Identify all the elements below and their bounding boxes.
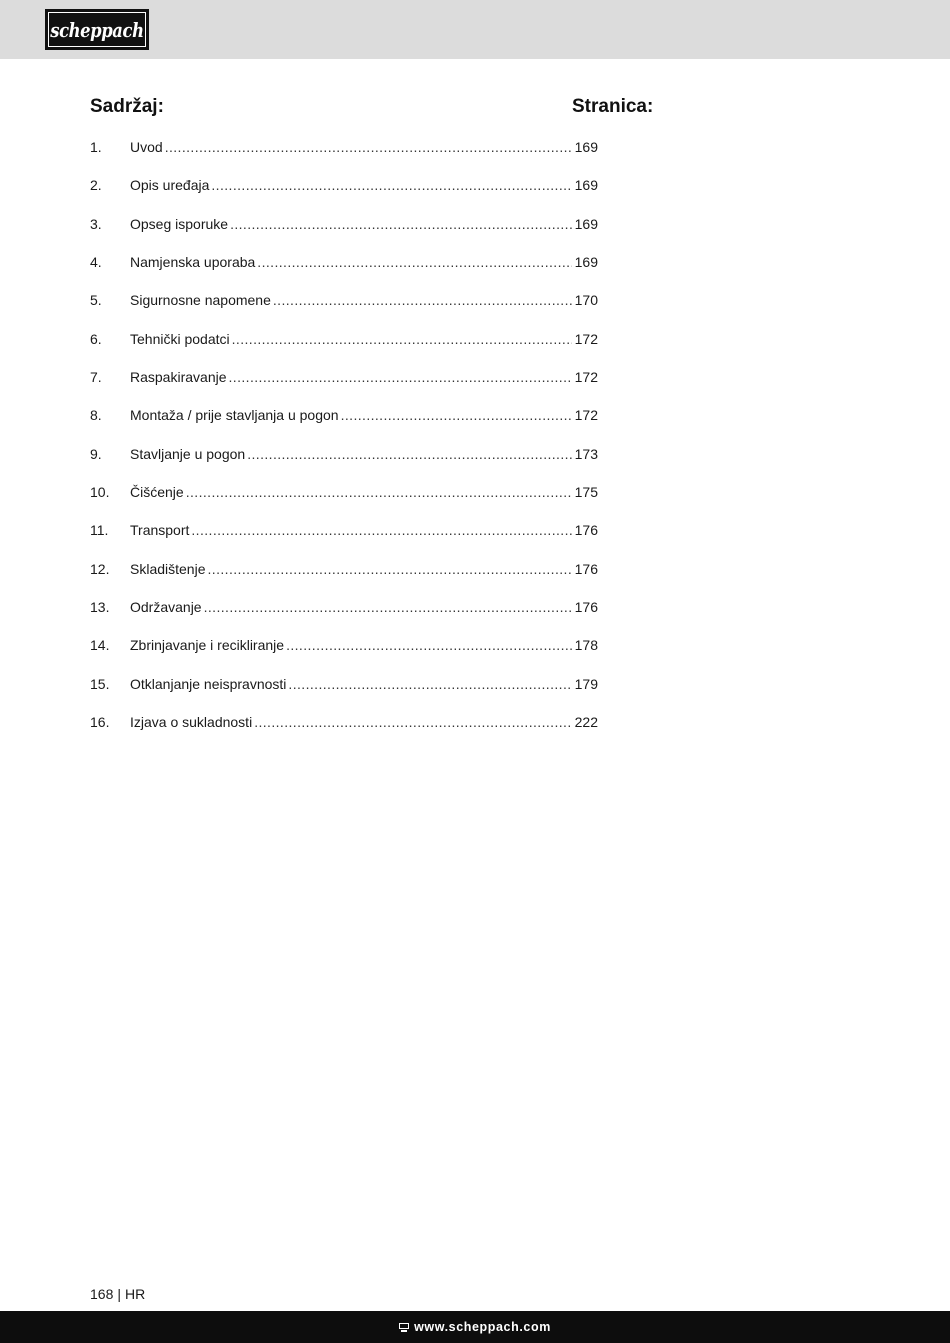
page-column-heading: Stranica:: [572, 96, 654, 117]
page-number-label: [90, 1286, 145, 1302]
scheppach-logo: [45, 9, 149, 50]
toc-entry-number: 12.: [90, 560, 110, 577]
dot-leader: [257, 253, 571, 271]
toc-entry-page: 169: [574, 253, 598, 270]
toc-entry-number: 13.: [90, 598, 110, 615]
toc-entry-number: 1.: [90, 139, 102, 155]
dot-leader: [230, 215, 572, 233]
toc-entry-number: 2.: [90, 177, 102, 194]
toc-entry-page: 172: [574, 368, 598, 385]
toc-entry-page: 176: [574, 522, 598, 539]
toc-entry-page: 179: [574, 675, 598, 692]
toc-entry[interactable]: [90, 406, 598, 444]
toc-entry-title: Montaža / prije stavljanja u pogon: [130, 407, 339, 424]
toc-entry-title: Otklanjanje neispravnosti: [130, 675, 287, 692]
toc-entry[interactable]: [90, 445, 598, 483]
toc-entry-page: 222: [574, 713, 598, 730]
toc-entry[interactable]: [90, 215, 598, 253]
toc-entry-number: 5.: [90, 292, 102, 309]
toc-entry-number: 4.: [90, 253, 102, 270]
toc-entry-title: Održavanje: [130, 598, 202, 615]
footer-band: [0, 1311, 950, 1343]
toc-entry-number: 11.: [90, 522, 109, 539]
toc-entry-page: 176: [574, 560, 598, 577]
dot-leader: [288, 675, 571, 693]
dot-leader: [186, 483, 572, 501]
toc-entry[interactable]: [90, 368, 598, 406]
toc-entry[interactable]: [90, 176, 598, 214]
dot-leader: [254, 713, 571, 731]
language-code: HR: [125, 1286, 146, 1302]
toc-entry-number: 3.: [90, 215, 102, 232]
table-of-contents: [90, 138, 598, 751]
dot-leader: [191, 521, 571, 539]
toc-entry-number: 8.: [90, 407, 102, 424]
toc-entry-page: 170: [574, 292, 598, 309]
toc-entry-number: 14.: [90, 637, 110, 654]
website-url: www.scheppach.com: [414, 1320, 551, 1334]
dot-leader: [211, 176, 571, 194]
toc-entry-title: Opseg isporuke: [130, 215, 229, 232]
toc-entry-title: Čišćenje: [130, 483, 184, 500]
toc-entry-title: Skladištenje: [130, 560, 206, 577]
toc-entry-title: Izjava o sukladnosti: [130, 713, 253, 730]
toc-entry[interactable]: [90, 253, 598, 291]
toc-entry[interactable]: [90, 138, 598, 176]
toc-entry-title: Raspakiravanje: [130, 368, 227, 385]
toc-entry[interactable]: [90, 598, 598, 636]
dot-leader: [232, 330, 572, 348]
page-separator: |: [117, 1286, 121, 1302]
toc-entry-page: 172: [574, 330, 598, 347]
toc-entry-title: Zbrinjavanje i recikliranje: [130, 637, 285, 654]
toc-entry-page: 178: [574, 637, 598, 654]
toc-entry-title: Namjenska uporaba: [130, 253, 256, 270]
toc-entry-title: Opis uređaja: [130, 177, 210, 194]
header-band: [0, 0, 950, 59]
dot-leader: [247, 445, 571, 463]
toc-entry-title: Transport: [130, 522, 190, 539]
toc-entry-title: Stavljanje u pogon: [130, 445, 246, 462]
toc-entry-number: 9.: [90, 445, 102, 462]
toc-entry[interactable]: [90, 636, 598, 674]
toc-entry[interactable]: [90, 675, 598, 713]
toc-entry-number: 7.: [90, 368, 102, 385]
logo-text: scheppach: [50, 17, 144, 42]
dot-leader: [165, 138, 572, 156]
website-link[interactable]: [399, 1320, 551, 1334]
toc-entry[interactable]: [90, 291, 598, 329]
toc-entry-page: 173: [574, 445, 598, 462]
toc-entry-page: 175: [574, 483, 598, 500]
toc-entry-page: 169: [574, 177, 598, 194]
toc-entry[interactable]: [90, 560, 598, 598]
toc-entry-number: 10.: [90, 483, 110, 500]
toc-entry-number: 6.: [90, 330, 102, 347]
toc-entry-page: 176: [574, 598, 598, 615]
toc-entry-page: 169: [574, 215, 598, 232]
dot-leader: [341, 406, 572, 424]
dot-leader: [273, 291, 572, 309]
dot-leader: [204, 598, 572, 616]
dot-leader: [229, 368, 572, 386]
monitor-icon: [399, 1323, 409, 1332]
toc-entry-page: 172: [574, 407, 598, 424]
toc-heading: Sadržaj:: [90, 96, 164, 117]
toc-entry-title: Tehnički podatci: [130, 330, 230, 347]
toc-entry[interactable]: [90, 713, 598, 751]
toc-entry-title: Sigurnosne napomene: [130, 292, 271, 309]
toc-entry[interactable]: [90, 521, 598, 559]
toc-entry-number: 16.: [90, 713, 110, 730]
dot-leader: [286, 636, 572, 654]
toc-entry[interactable]: [90, 483, 598, 521]
toc-entry-number: 15.: [90, 675, 110, 692]
toc-entry-page: 169: [574, 139, 598, 155]
page-number: 168: [90, 1286, 114, 1302]
toc-entry[interactable]: [90, 330, 598, 368]
toc-entry-title: Uvod: [130, 139, 163, 155]
dot-leader: [208, 560, 572, 578]
